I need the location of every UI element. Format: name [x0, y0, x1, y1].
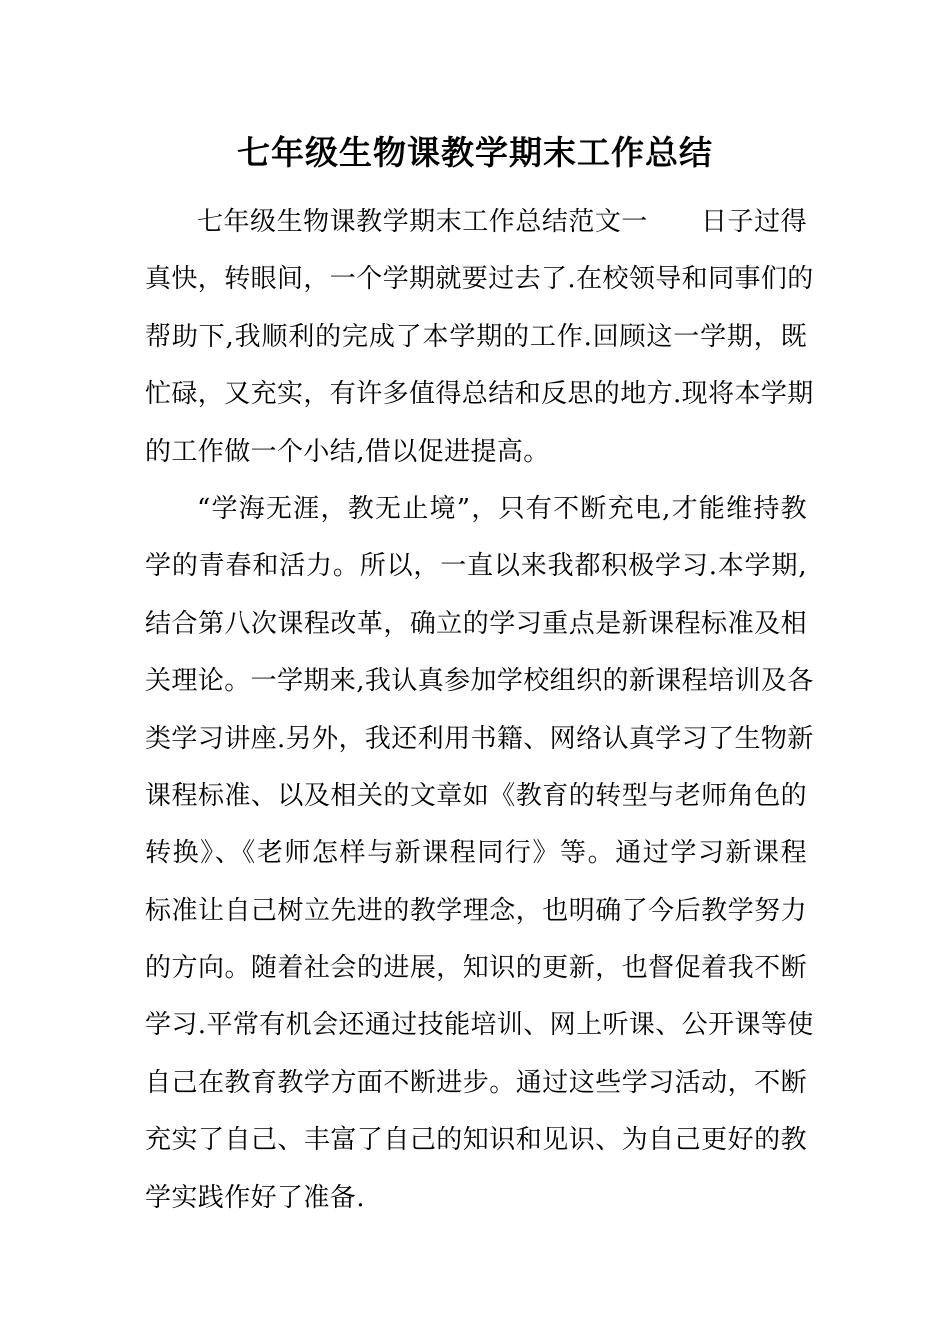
paragraph-2-line-4: 关理论。一学期来,我认真参加学校组织的新课程培训及各 [145, 666, 814, 697]
paragraph-1-line-5: 的工作做一个小结,借以促进提高。 [145, 436, 550, 467]
paragraph-2-line-10: 学习.平常有机会还通过技能培训、网上听课、公开课等使 [145, 1010, 814, 1041]
paragraph-2-line-7: 转换》、《老师怎样与新课程同行》等。通过学习新课程 [145, 838, 807, 869]
document-body [145, 194, 814, 1227]
paragraph-1-line-4: 忙碌，又充实，有许多值得总结和反思的地方.现将本学期 [145, 379, 814, 410]
paragraph-1-line-2: 真快，转眼间，一个学期就要过去了.在校领导和同事们的 [145, 264, 814, 295]
paragraph-2-line-2: 学的青春和活力。所以，一直以来我都积极学习.本学期, [145, 551, 807, 582]
paragraph-2-line-8: 标准让自己树立先进的教学理念，也明确了今后教学努力 [145, 895, 807, 926]
paragraph-2-line-9: 的方向。随着社会的进展，知识的更新，也督促着我不断 [145, 953, 807, 984]
paragraph-2-line-11: 自己在教育教学方面不断进步。通过这些学习活动，不断 [145, 1067, 807, 1098]
paragraph-2-line-6: 课程标准、以及相关的文章如《教育的转型与老师角色的 [145, 780, 807, 811]
paragraph-2-line-1: “学海无涯，教无止境”，只有不断充电,才能维持教 [197, 493, 807, 524]
paragraph-1-line-3: 帮助下,我顺利的完成了本学期的工作.回顾这一学期，既 [145, 321, 807, 352]
paragraph-2-line-5: 类学习讲座.另外，我还利用书籍、网络认真学习了生物新 [145, 723, 814, 754]
paragraph-2-line-3: 结合第八次课程改革，确立的学习重点是新课程标准及相 [145, 608, 807, 639]
paragraph-2-line-13: 学实践作好了准备. [145, 1182, 365, 1213]
paragraph-1-line-1: 七年级生物课教学期末工作总结范文一 日子过得 [197, 207, 807, 237]
document-title: 七年级生物课教学期末工作总结 [237, 133, 713, 172]
paragraph-2-line-12: 充实了自己、丰富了自己的知识和见识、为自己更好的教 [145, 1125, 807, 1156]
